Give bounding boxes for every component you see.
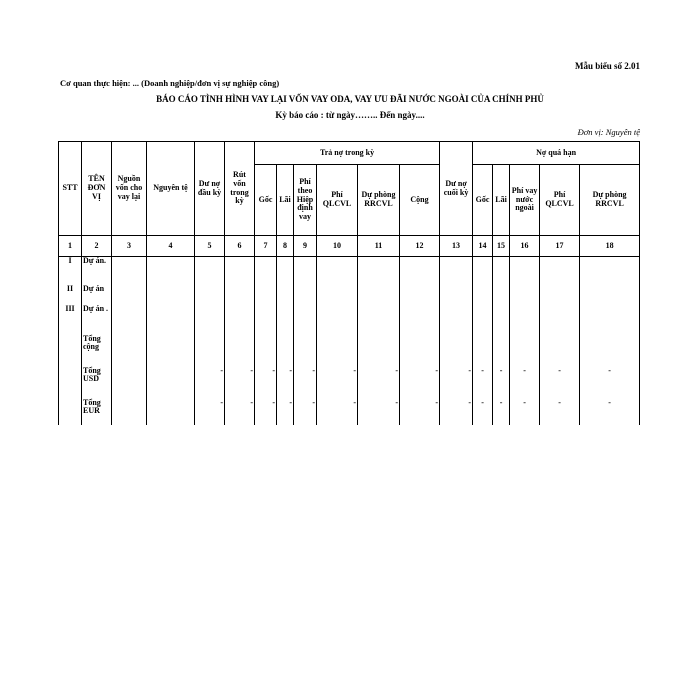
header-group-repayment: Trả nợ trong kỳ	[255, 142, 440, 165]
column-number: 8	[277, 236, 294, 257]
row-name: Tổng EUR	[82, 399, 112, 425]
column-number: 5	[195, 236, 225, 257]
dash-cell: -	[493, 367, 510, 399]
currency-unit: Đơn vị: Nguyên tệ	[577, 127, 640, 137]
column-number: 13	[440, 236, 473, 257]
row-stt: I	[59, 257, 82, 286]
header-repay-total: Cộng	[400, 165, 440, 236]
dash-cell: -	[225, 399, 255, 425]
dash-cell: -	[473, 367, 493, 399]
dash-cell: -	[440, 367, 473, 399]
column-number: 1	[59, 236, 82, 257]
form-code: Mẫu biểu số 2.01	[574, 61, 640, 71]
column-number: 18	[580, 236, 640, 257]
report-period: Kỳ báo cáo : từ ngày…….. Đến ngày....	[275, 110, 425, 120]
header-disbursed: Rút vốn trong kỳ	[225, 142, 255, 236]
header-repay-principal: Gốc	[255, 165, 277, 236]
header-currency: Nguyên tệ	[147, 142, 195, 236]
column-number: 6	[225, 236, 255, 257]
dash-cell: -	[317, 399, 358, 425]
dash-cell: -	[510, 399, 540, 425]
table-row-total	[59, 335, 640, 367]
dash-cell: -	[255, 367, 277, 399]
dash-cell: -	[277, 367, 294, 399]
row-stt: II	[59, 285, 82, 305]
dash-cell: -	[580, 367, 640, 399]
dash-cell: -	[540, 399, 580, 425]
column-number: 9	[294, 236, 317, 257]
row-name: Dự án	[82, 285, 112, 305]
header-repay-mgmt-fee: Phí QLCVL	[317, 165, 358, 236]
header-overdue-reserve: Dự phòng RRCVL	[580, 165, 640, 236]
header-group-overdue: Nợ quá hạn	[473, 142, 640, 165]
dash-cell: -	[358, 399, 400, 425]
row-name: Tổng cộng	[82, 335, 112, 367]
header-overdue-foreign-fee: Phí vay nước ngoài	[510, 165, 540, 236]
header-overdue-mgmt-fee: Phí QLCVL	[540, 165, 580, 236]
column-number-row	[59, 236, 640, 257]
dash-cell: -	[255, 399, 277, 425]
dash-cell: -	[493, 399, 510, 425]
column-number: 3	[112, 236, 147, 257]
dash-cell: -	[510, 367, 540, 399]
dash-cell: -	[195, 367, 225, 399]
row-stt	[59, 335, 82, 367]
column-number: 4	[147, 236, 195, 257]
header-stt: STT	[59, 142, 82, 236]
dash-cell: -	[294, 399, 317, 425]
column-number: 15	[493, 236, 510, 257]
row-stt	[59, 367, 82, 399]
column-number: 17	[540, 236, 580, 257]
header-repay-reserve: Dự phòng RRCVL	[358, 165, 400, 236]
dash-cell: -	[400, 399, 440, 425]
header-overdue-interest: Lãi	[493, 165, 510, 236]
dash-cell: -	[225, 367, 255, 399]
dash-cell: -	[195, 399, 225, 425]
report-title: BÁO CÁO TÌNH HÌNH VAY LẠI VỐN VAY ODA, VAY ƯU ĐÃI NƯỚC NGOÀI CỦA CHÍNH PHỦ	[156, 94, 544, 104]
row-name: Dự án .	[82, 305, 112, 335]
header-loan-source: Nguồn vốn cho vay lại	[112, 142, 147, 236]
column-number: 2	[82, 236, 112, 257]
header-unit-name: TÊN ĐƠN VỊ	[82, 142, 112, 236]
dash-cell: -	[580, 399, 640, 425]
table-row	[59, 285, 640, 305]
agency-line: Cơ quan thực hiện: ... (Doanh nghiệp/đơn vị sự nghiệp công)	[60, 78, 280, 88]
row-name: Dự án.	[82, 257, 112, 286]
column-number: 10	[317, 236, 358, 257]
table-row-total-usd	[59, 367, 640, 399]
table-row	[59, 305, 640, 335]
dash-cell: -	[400, 367, 440, 399]
header-repay-interest: Lãi	[277, 165, 294, 236]
table-row	[59, 257, 640, 286]
dash-cell: -	[473, 399, 493, 425]
header-closing-balance: Dư nợ cuối kỳ	[440, 142, 473, 236]
row-name: Tổng USD	[82, 367, 112, 399]
column-number: 16	[510, 236, 540, 257]
row-stt	[59, 399, 82, 425]
dash-cell: -	[358, 367, 400, 399]
column-number: 14	[473, 236, 493, 257]
dash-cell: -	[540, 367, 580, 399]
header-repay-agreement-fee: Phí theo Hiệp định vay	[294, 165, 317, 236]
report-table	[58, 141, 640, 425]
dash-cell: -	[440, 399, 473, 425]
dash-cell: -	[277, 399, 294, 425]
column-number: 11	[358, 236, 400, 257]
dash-cell: -	[317, 367, 358, 399]
header-overdue-principal: Gốc	[473, 165, 493, 236]
column-number: 7	[255, 236, 277, 257]
table-row-total-eur	[59, 399, 640, 425]
row-stt: III	[59, 305, 82, 335]
column-number: 12	[400, 236, 440, 257]
dash-cell: -	[294, 367, 317, 399]
header-opening-balance: Dư nợ đầu kỳ	[195, 142, 225, 236]
